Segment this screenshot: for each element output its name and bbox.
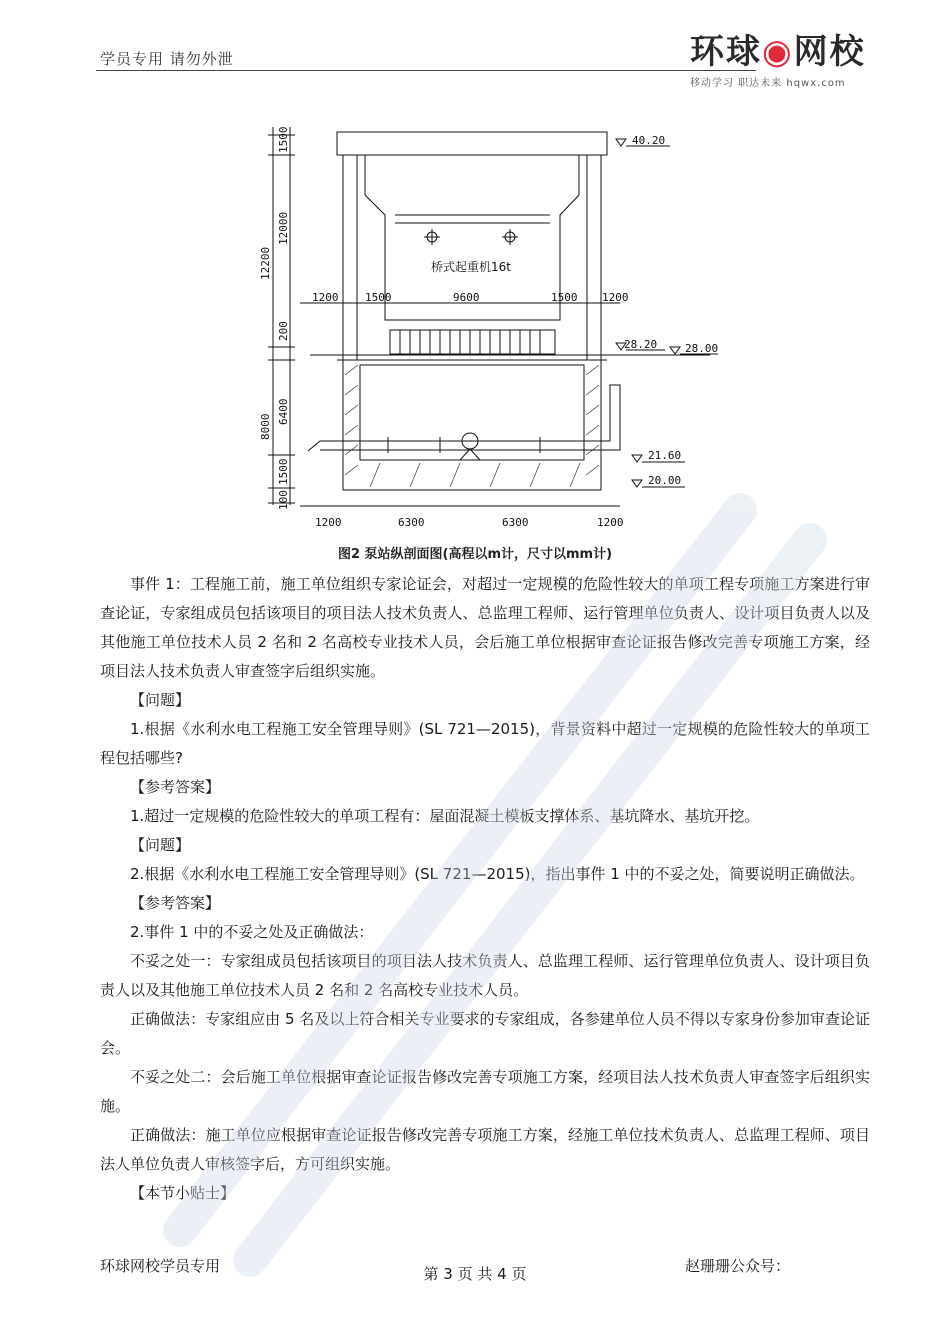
dim-top-1200-left: 1200 xyxy=(312,291,339,304)
paragraph-event-1: 事件 1：工程施工前，施工单位组织专家论证会，对超过一定规模的危险性较大的单项工程专项施工方案进行审查论证，专家组成员包括该项目的项目法人技术负责人、总监理工程师、运行管理单位负责人、设计项目负责人以及其他施工单位技术人员 2 名和 2 名高校专业技术人员，会后施工单位根据审查论证报告修改完善专项施工方案，经项目法人技术负责人审查签字后组织实施。 xyxy=(100,575,870,680)
dim-top-1500-left: 1500 xyxy=(365,291,392,304)
header-divider xyxy=(96,70,756,71)
dim-bottom-1200-left: 1200 xyxy=(315,516,342,529)
elevation-40-20: 40.20 xyxy=(632,134,666,147)
correct-practice-1: 正确做法：专家组应由 5 名及以上符合相关专业要求的专家组成，各参建单位人员不得以专家身份参加审查论证会。 xyxy=(100,1010,870,1057)
dim-left-12200: 12200 xyxy=(259,246,272,280)
elevation-28-20: 28.20 xyxy=(624,338,658,351)
heading-question-2: 【问题】 xyxy=(130,836,191,854)
correct-practice-2: 正确做法：施工单位应根据审查论证报告修改完善专项施工方案，经施工单位技术负责人、总监理工程师、项目法人单位负责人审核签字后，方可组织实施。 xyxy=(100,1126,870,1173)
logo-slogan: 移动学习 职达未来 hqwx.com xyxy=(690,78,846,89)
elevation-28-00: 28.00 xyxy=(685,342,719,355)
heading-answer-2: 【参考答案】 xyxy=(130,894,221,912)
heading-question-1: 【问题】 xyxy=(130,691,191,709)
header-note: 学员专用 请勿外泄 xyxy=(100,50,234,68)
pump-station-section-figure xyxy=(240,115,740,555)
figure-caption: 图2 泵站纵剖面图(高程以m计，尺寸以mm计) xyxy=(337,547,613,562)
brand-logo xyxy=(690,32,870,89)
logo-text-b: 网校 xyxy=(793,32,866,72)
logo-text-a: 环球 xyxy=(690,32,762,72)
dim-top-1500-right: 1500 xyxy=(551,291,578,304)
footer-author: 赵珊珊公众号： xyxy=(685,1257,791,1275)
answer-1: 1.超过一定规模的危险性较大的单项工程有：屋面混凝土模板支撑体系、基坑降水、基坑开挖。 xyxy=(130,807,760,825)
dim-left-6400: 6400 xyxy=(277,398,290,425)
heading-answer-1: 【参考答案】 xyxy=(130,778,221,796)
dim-bottom-1200-right: 1200 xyxy=(597,516,624,529)
play-icon: ◉ xyxy=(762,32,794,72)
dim-top-9600: 9600 xyxy=(453,291,480,304)
improper-point-2: 不妥之处二：会后施工单位根据审查论证报告修改完善专项施工方案，经项目法人技术负责人审查签字后组织实施。 xyxy=(100,1068,870,1115)
elevation-21-60: 21.60 xyxy=(648,449,682,462)
dim-left-200: 200 xyxy=(277,321,290,341)
dim-left-12000: 12000 xyxy=(277,211,290,245)
footer-note: 环球网校学员专用 xyxy=(100,1257,221,1275)
dim-bottom-6300-left: 6300 xyxy=(398,516,425,529)
section-tips-heading: 【本节小贴士】 xyxy=(130,1184,236,1202)
dim-top-1200-right: 1200 xyxy=(602,291,629,304)
dim-left-1500-bot: 1500 xyxy=(277,458,290,485)
answer-2-intro: 2.事件 1 中的不妥之处及正确做法： xyxy=(130,923,374,941)
crane-label: 桥式起重机16t xyxy=(431,260,511,274)
dim-left-1500-top: 1500 xyxy=(277,126,290,153)
dim-bottom-6300-right: 6300 xyxy=(502,516,529,529)
page-number: 第 3 页 共 4 页 xyxy=(423,1265,527,1283)
elevation-20-00: 20.00 xyxy=(648,474,682,487)
improper-point-1: 不妥之处一：专家组成员包括该项目的项目法人技术负责人、总监理工程师、运行管理单位负责人、设计项目负责人以及其他施工单位技术人员 2 名和 2 名高校专业技术人员。 xyxy=(100,952,870,999)
question-2: 2.根据《水利水电工程施工安全管理导则》(SL 721—2015)，指出事件 1 中的不妥之处，简要说明正确做法。 xyxy=(130,865,865,883)
question-1: 1.根据《水利水电工程施工安全管理导则》(SL 721—2015)，背景资料中超过一定规模的危险性较大的单项工程包括哪些? xyxy=(100,720,870,767)
main-text xyxy=(100,570,870,1208)
dim-left-100: 100 xyxy=(277,490,290,510)
dim-left-8000: 8000 xyxy=(259,413,272,440)
